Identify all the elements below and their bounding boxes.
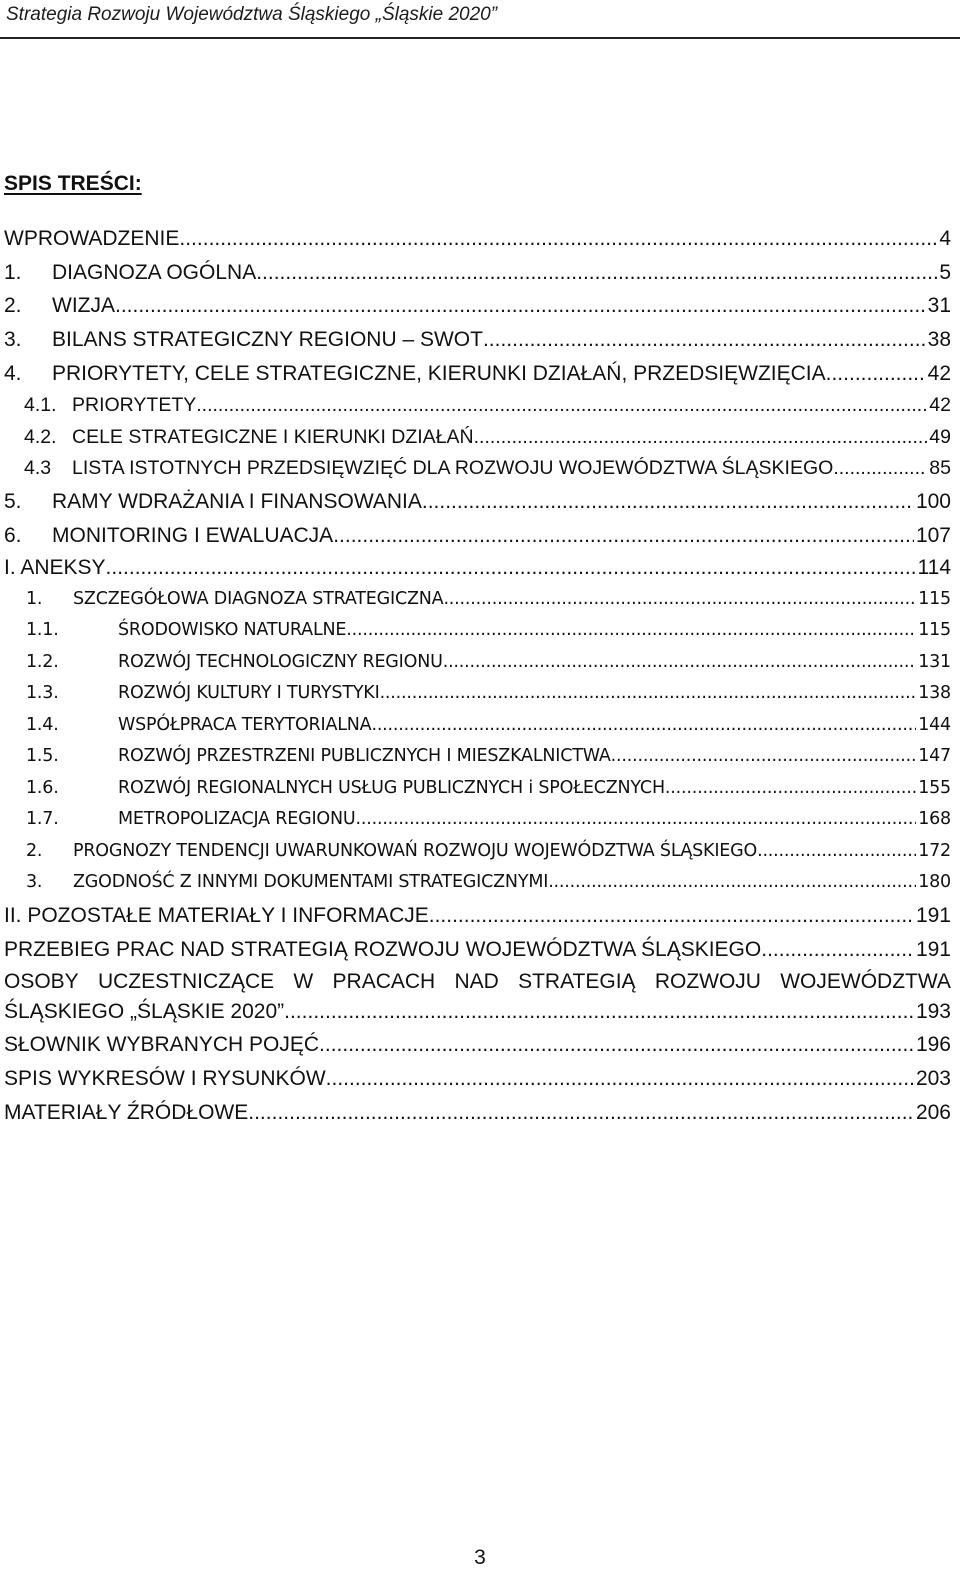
toc-leader-dots [443, 584, 916, 616]
toc-entry-number: 1.6. [26, 777, 59, 798]
toc-leader-dots [248, 1096, 914, 1130]
toc-entry-label: SPIS WYKRESÓW I RYSUNKÓW [4, 1066, 326, 1090]
toc-leader-dots [115, 289, 926, 323]
toc-entry-label: PRZEBIEG PRAC NAD STRATEGIĄ ROZWOJU WOJEWÓDZTWA ŚLĄSKIEGO [4, 937, 762, 961]
toc-entry-word: WOJEWÓDZTWA [780, 970, 951, 994]
toc-entry-label: SŁOWNIK WYBRANYCH POJĘĆ [4, 1033, 320, 1057]
toc-entry-culture-tourism[interactable] [4, 678, 951, 710]
toc-leader-dots [346, 615, 916, 647]
toc-entry-word: ROZWOJU [654, 970, 761, 994]
toc-leader-dots [429, 899, 914, 933]
toc-entry-priorities-list[interactable] [4, 390, 951, 422]
toc-entry-page: 193 [915, 1000, 951, 1024]
toc-leader-dots [665, 773, 916, 805]
toc-entry-glossary[interactable] [4, 1028, 951, 1062]
toc-entry-key-projects[interactable] [4, 453, 951, 485]
toc-entry-label: MONITORING I EWALUACJA [52, 523, 334, 547]
toc-leader-dots [483, 323, 926, 357]
toc-entry-number: 3. [26, 872, 43, 893]
toc-leader-dots [256, 256, 937, 290]
toc-entry-number: 1. [26, 588, 43, 609]
toc-entry-label: I. ANEKSY [4, 556, 106, 580]
toc-entry-number: 2. [26, 840, 43, 861]
toc-entry-page: 42 [929, 394, 951, 417]
toc-entry-word: OSOBY [4, 970, 79, 994]
toc-entry-metropolization[interactable] [4, 804, 951, 836]
toc-entry-number: 3. [4, 328, 22, 352]
toc-entry-label: PROGNOZY TENDENCJI UWARUNKOWAŃ ROZWOJU WOJEWÓDZTWA ŚLĄSKIEGO [73, 840, 758, 861]
toc-entry-page: 191 [915, 903, 951, 927]
toc-entry-page: 155 [918, 777, 951, 798]
toc-entry-number: 1.3. [26, 683, 59, 704]
toc-entry-page: 168 [918, 809, 951, 830]
toc-entry-monitoring[interactable] [4, 519, 951, 553]
toc-entry-sources[interactable] [4, 1096, 951, 1130]
toc-entry-label: BILANS STRATEGICZNY REGIONU – SWOT [52, 328, 483, 352]
toc-entry-page: 138 [918, 683, 951, 704]
toc-entry-annexes[interactable] [4, 552, 951, 584]
toc-entry-page: 206 [915, 1100, 951, 1124]
toc-entry-environment[interactable] [4, 615, 951, 647]
toc-entry-number: 5. [4, 489, 22, 513]
toc-entry-label: ROZWÓJ TECHNOLOGICZNY REGIONU [118, 651, 443, 672]
toc-entry-page: 100 [915, 489, 951, 513]
toc-entry-page: 172 [918, 840, 951, 861]
toc-entry-number: 2. [4, 294, 22, 318]
toc-entry-label: ŚRODOWISKO NATURALNE [118, 620, 347, 641]
toc-entry-label: ROZWÓJ PRZESTRZENI PUBLICZNYCH I MIESZKALNICTWA [118, 746, 611, 767]
toc-leader-dots [284, 996, 914, 1028]
toc-entry-page: 49 [929, 425, 951, 448]
toc-entry-page: 107 [915, 523, 951, 547]
toc-entry-public-services[interactable] [4, 773, 951, 805]
toc-leader-dots [757, 836, 916, 868]
toc-entry-swot[interactable] [4, 323, 951, 357]
toc-entry-page: 31 [927, 294, 951, 318]
toc-entry-strategic-goals[interactable] [4, 422, 951, 454]
toc-leader-dots [319, 1028, 914, 1062]
toc-entry-page: 115 [918, 620, 951, 641]
toc-entry-public-spaces[interactable] [4, 741, 951, 773]
toc-leader-dots [380, 678, 917, 710]
toc-entry-label-line2 [4, 996, 951, 1028]
toc-entry-page: 144 [918, 714, 951, 735]
toc-entry-number: 1.2. [26, 651, 59, 672]
toc-entry-participants[interactable] [4, 966, 951, 1028]
toc-leader-dots [371, 710, 916, 742]
toc-entry-label: WIZJA [52, 294, 115, 318]
running-header: Strategia Rozwoju Województwa Śląskiego „Śląskie 2020” [6, 4, 498, 25]
toc-entry-label: PRIORYTETY [72, 394, 197, 417]
toc-entry-vision[interactable] [4, 289, 951, 323]
toc-entry-compliance[interactable] [4, 867, 951, 899]
toc-entry-word: NAD [454, 970, 499, 994]
toc-leader-dots [179, 222, 937, 256]
toc-leader-dots [474, 422, 928, 454]
toc-entry-diagnosis[interactable] [4, 256, 951, 290]
toc-entry-label: WSPÓŁPRACA TERYTORIALNA [118, 714, 372, 735]
toc-leader-dots [826, 357, 926, 391]
toc-leader-dots [196, 390, 927, 422]
toc-entry-label: LISTA ISTOTNYCH PRZEDSIĘWZIĘĆ DLA ROZWOJU WOJEWÓDZTWA ŚLĄSKIEGO [72, 457, 834, 480]
toc-entry-word: W [293, 970, 314, 994]
toc-entry-introduction[interactable] [4, 222, 951, 256]
toc-entry-page: 203 [915, 1066, 951, 1090]
toc-entry-label: DIAGNOZA OGÓLNA [52, 260, 257, 284]
toc-entry-page: 131 [918, 651, 951, 672]
toc-entry-word: PRACACH [332, 970, 436, 994]
toc-entry-label: WPROWADZENIE [4, 227, 180, 250]
toc-leader-dots [106, 552, 916, 584]
toc-leader-dots [548, 867, 916, 899]
toc-entry-label: ROZWÓJ KULTURY I TURYSTYKI [118, 683, 380, 704]
toc-entry-number: 4.1. [24, 394, 57, 417]
toc-entry-label: ROZWÓJ REGIONALNYCH USŁUG PUBLICZNYCH i SPOŁECZNYCH [118, 777, 665, 798]
toc-entry-territorial-cooperation[interactable] [4, 710, 951, 742]
toc-entry-label: ŚLĄSKIEGO „ŚLĄSKIE 2020” [4, 1000, 285, 1024]
toc-title: SPIS TREŚCI: [4, 172, 142, 195]
toc-entry-technology[interactable] [4, 647, 951, 679]
toc-leader-dots [833, 453, 927, 485]
toc-leader-dots [443, 647, 916, 679]
toc-entry-other-materials[interactable] [4, 899, 951, 933]
toc-entry-number: 4. [4, 361, 22, 385]
toc-entry-page: 114 [917, 556, 951, 580]
toc-leader-dots [761, 933, 914, 967]
toc-entry-page: 85 [929, 457, 951, 480]
toc-leader-dots [333, 519, 914, 553]
toc-entry-number: 1.1. [26, 620, 59, 641]
toc-entry-page: 196 [915, 1033, 951, 1057]
toc-entry-number: 1. [4, 260, 22, 284]
toc-entry-page: 115 [918, 588, 951, 609]
toc-leader-dots [422, 485, 914, 519]
toc-entry-priorities[interactable] [4, 357, 951, 391]
toc-entry-detailed-diagnosis[interactable] [4, 584, 951, 616]
toc-entry-label: CELE STRATEGICZNE I KIERUNKI DZIAŁAŃ [72, 425, 474, 448]
toc-entry-label: II. POZOSTAŁE MATERIAŁY I INFORMACJE [4, 903, 429, 927]
toc-entry-number: 4.3 [24, 457, 52, 480]
toc-entry-figures-list[interactable] [4, 1062, 951, 1096]
page-number: 3 [474, 1546, 486, 1569]
toc-entry-implementation[interactable] [4, 485, 951, 519]
toc-entry-label: PRIORYTETY, CELE STRATEGICZNE, KIERUNKI DZIAŁAŃ, PRZEDSIĘWZIĘCIA [52, 361, 826, 385]
toc-entry-page: 42 [927, 361, 951, 385]
toc-leader-dots [356, 804, 917, 836]
toc-leader-dots [326, 1062, 914, 1096]
toc-entry-number: 1.4. [26, 714, 59, 735]
toc-entry-number: 6. [4, 523, 22, 547]
toc-entry-label: SZCZEGÓŁOWA DIAGNOZA STRATEGICZNA [73, 588, 444, 609]
toc-entry-number: 4.2. [24, 425, 57, 448]
toc-entry-page: 5 [939, 260, 951, 284]
toc-entry-number: 1.5. [26, 746, 59, 767]
toc-entry-label: RAMY WDRAŻANIA I FINANSOWANIA [52, 489, 422, 513]
toc-entry-label: ZGODNOŚĆ Z INNYMI DOKUMENTAMI STRATEGICZNYMI [73, 872, 549, 893]
toc-entry-label: MATERIAŁY ŹRÓDŁOWE [4, 1100, 249, 1124]
toc-entry-page: 147 [918, 746, 951, 767]
toc-entry-word: UCZESTNICZĄCE [97, 970, 275, 994]
toc-entry-forecasts[interactable] [4, 836, 951, 868]
toc-entry-page: 38 [927, 328, 951, 352]
toc-entry-label: METROPOLIZACJA REGIONU [118, 809, 356, 830]
toc-entry-number: 1.7. [26, 809, 59, 830]
toc-entry-page: 4 [939, 227, 951, 250]
toc-entry-page: 180 [918, 872, 951, 893]
header-rule [0, 37, 960, 39]
table-of-contents [4, 222, 951, 1129]
toc-entry-label-line1 [4, 968, 951, 996]
toc-entry-word: STRATEGIĄ [518, 970, 636, 994]
toc-entry-page: 191 [915, 937, 951, 961]
toc-entry-work-progress[interactable] [4, 933, 951, 967]
toc-leader-dots [611, 741, 917, 773]
